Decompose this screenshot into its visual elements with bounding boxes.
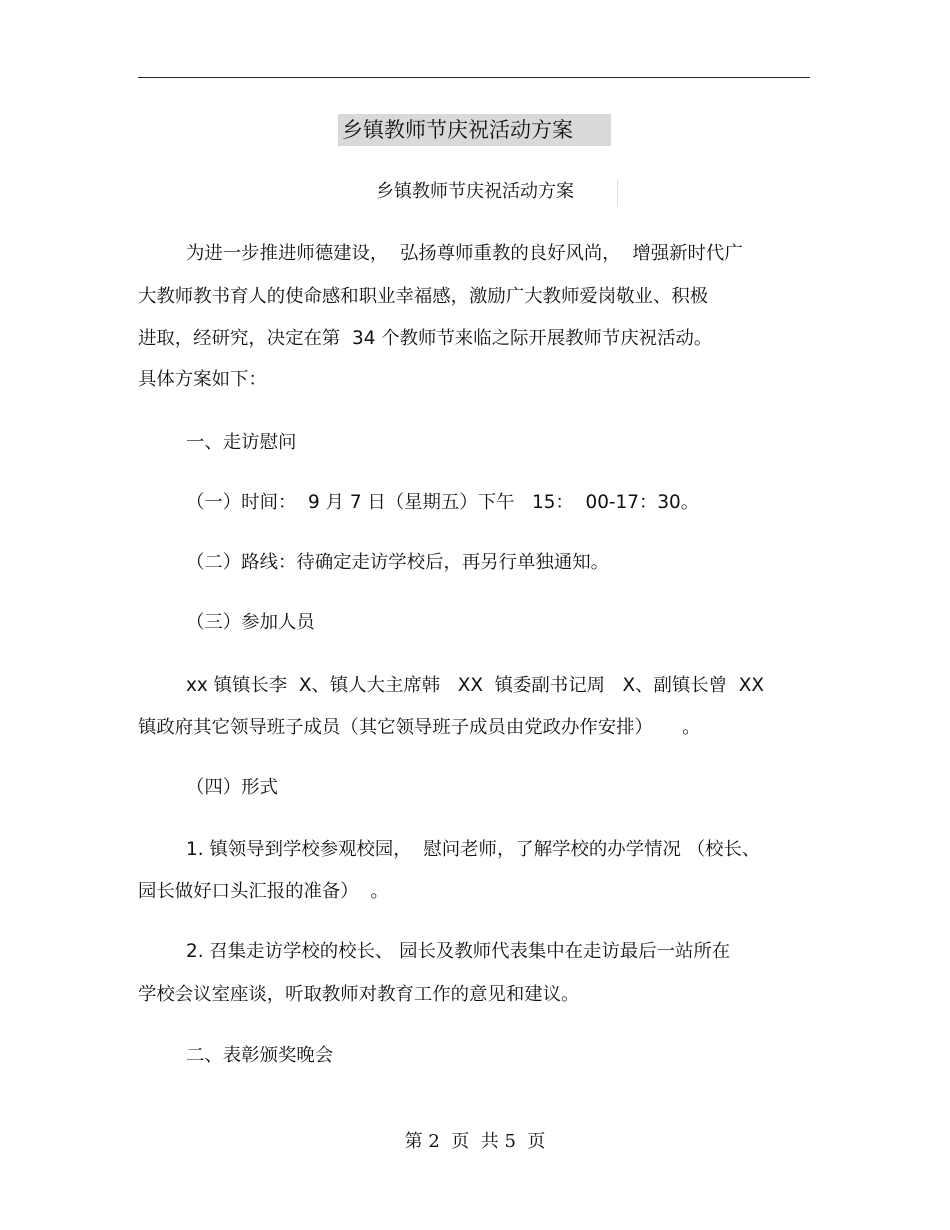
form-point-2-line-1: 2. 召集走访学校的校长、 园长及教师代表集中在走访最后一站所在 [186, 941, 731, 962]
intro-line-2: 大教师教书育人的使命感和职业幸福感，激励广大教师爱岗敬业、积极 [138, 286, 709, 307]
intro-line-4: 具体方案如下： [138, 369, 267, 390]
document-subtitle: 乡镇教师节庆祝活动方案 [376, 181, 574, 202]
item-form-heading: （四）形式 [186, 777, 278, 798]
section-1-heading: 一、走访慰问 [186, 432, 297, 453]
intro-line-1: 为进一步推进师德建设， 弘扬尊师重教的良好风尚， 增强新时代广 [186, 243, 743, 264]
section-2-heading: 二、表彰颁奖晚会 [186, 1045, 334, 1066]
participants-line-1: xx 镇镇长李 X、镇人大主席韩 XX 镇委副书记周 X、副镇长曾 XX [186, 675, 764, 696]
participants-line-2: 镇政府其它领导班子成员（其它领导班子成员由党政办作安排） 。 [138, 717, 701, 738]
form-point-1-line-2: 园长做好口头汇报的准备） 。 [138, 881, 389, 902]
form-point-1-line-1: 1. 镇领导到学校参观校园， 慰问老师，了解学校的办学情况 （校长、 [186, 839, 761, 860]
intro-line-3: 进取，经研究，决定在第 34 个教师节来临之际开展教师节庆祝活动。 [138, 328, 713, 349]
page-number-footer: 第 2 页 共 5 页 [404, 1131, 546, 1152]
header-divider [138, 77, 810, 78]
item-route: （二）路线：待确定走访学校后，再另行单独通知。 [186, 552, 609, 573]
item-participants-heading: （三）参加人员 [186, 612, 315, 633]
text-cursor-mark [617, 180, 618, 207]
item-time: （一）时间： 9 月 7 日（星期五）下午 15： 00-17：30。 [186, 492, 700, 513]
document-title: 乡镇教师节庆祝活动方案 [338, 114, 611, 146]
form-point-2-line-2: 学校会议室座谈，听取教师对教育工作的意见和建议。 [138, 984, 580, 1005]
